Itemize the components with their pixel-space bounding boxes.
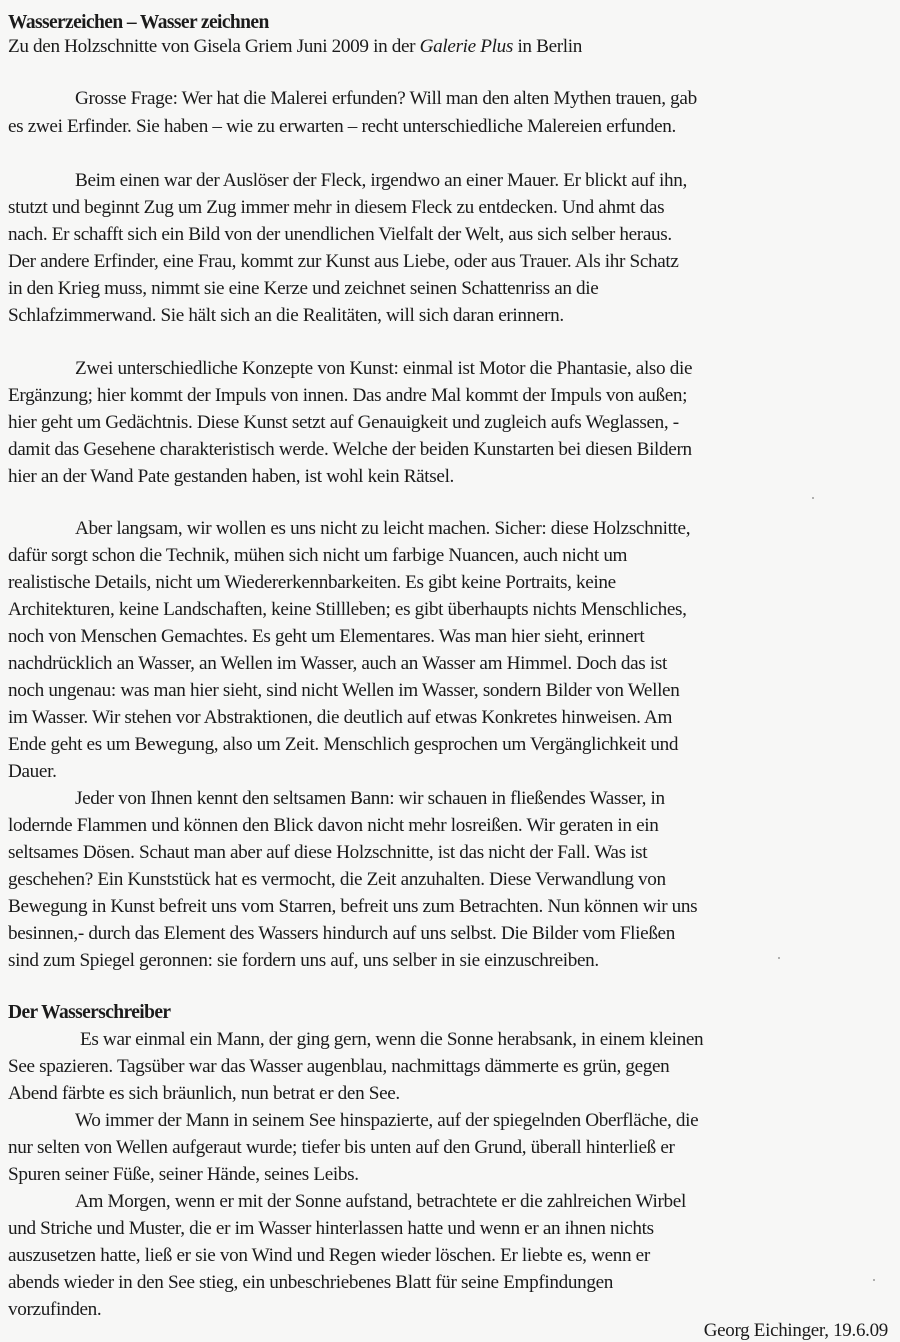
paragraph-line: hier an der Wand Pate gestanden haben, ist wohl kein Rätsel. [8, 466, 455, 487]
paragraph-line: Abend färbte es sich bräunlich, nun betrat er den See. [8, 1083, 400, 1104]
paragraph-line: Der andere Erfinder, eine Frau, kommt zur Kunst aus Liebe, oder aus Trauer. Als ihr Schatz [8, 251, 679, 272]
paragraph-line: stutzt und beginnt Zug um Zug immer mehr in diesem Fleck zu entdecken. Und ahmt das [8, 197, 665, 218]
paragraph-line: abends wieder in den See stieg, ein unbeschriebenes Blatt für seine Empfindungen [8, 1272, 614, 1293]
paragraph-line: realistische Details, nicht um Wiedererkennbarkeiten. Es gibt keine Portraits, keine [8, 572, 616, 593]
paragraph-line: Am Morgen, wenn er mit der Sonne aufstand, betrachtete er die zahlreichen Wirbel [75, 1191, 686, 1212]
paragraph-line: Aber langsam, wir wollen es uns nicht zu leicht machen. Sicher: diese Holzschnitte, [75, 518, 691, 539]
paragraph-line: Grosse Frage: Wer hat die Malerei erfunden? Will man den alten Mythen trauen, gab [75, 88, 697, 109]
paragraph-line: Schlafzimmerwand. Sie hält sich an die Realitäten, will sich daran erinnern. [8, 305, 564, 326]
signature: Georg Eichinger, 19.6.09 [703, 1320, 888, 1341]
paragraph-line: Ende geht es um Bewegung, also um Zeit. Menschlich gesprochen um Vergänglichkeit und [8, 734, 679, 755]
paragraph-line: es zwei Erfinder. Sie haben – wie zu erwarten – recht unterschiedliche Malereien erfunden. [8, 116, 677, 137]
paragraph-line: in den Krieg muss, nimmt sie eine Kerze und zeichnet seinen Schattenriss an die [8, 278, 599, 299]
section-heading: Der Wasserschreiber [8, 1002, 171, 1023]
paragraph-line: dafür sorgt schon die Technik, mühen sich nicht um farbige Nuancen, auch nicht um [8, 545, 628, 566]
paragraph-line: Spuren seiner Füße, seiner Hände, seines Leibs. [8, 1164, 359, 1185]
paragraph-line: nach. Er schafft sich ein Bild von der unendlichen Vielfalt der Welt, aus sich selber heraus. [8, 224, 672, 245]
paragraph-line: Jeder von Ihnen kennt den seltsamen Bann: wir schauen in fließendes Wasser, in [75, 788, 665, 809]
paragraph-line: nachdrücklich an Wasser, an Wellen im Wasser, auch an Wasser am Himmel. Doch das ist [8, 653, 667, 674]
scan-speck [812, 497, 814, 499]
paragraph-line: seltsames Dösen. Schaut man aber auf diese Holzschnitte, ist das nicht der Fall. Was ist [8, 842, 648, 863]
paragraph-line: nur selten von Wellen aufgeraut wurde; tiefer bis unten auf den Grund, überall hinterließ er [8, 1137, 675, 1158]
paragraph-line: noch von Menschen Gemachtes. Es geht um Elementares. Was man hier sieht, erinnert [8, 626, 645, 647]
paragraph-line: auszusetzen hatte, ließ er sie von Wind und Regen wieder löschen. Er liebte es, wenn er [8, 1245, 650, 1266]
paragraph-line: lodernde Flammen und können den Blick davon nicht mehr losreißen. Wir geraten in ein [8, 815, 659, 836]
paragraph-line: Es war einmal ein Mann, der ging gern, wenn die Sonne herabsank, in einem kleinen [80, 1029, 704, 1050]
subtitle-text-end: in Berlin [513, 36, 582, 57]
paragraph-line: und Striche und Muster, die er im Wasser hinterlassen hatte und wenn er an ihnen nichts [8, 1218, 654, 1239]
paragraph-line: See spazieren. Tagsüber war das Wasser augenblau, nachmittags dämmerte es grün, gegen [8, 1056, 670, 1077]
paragraph-line: geschehen? Ein Kunststück hat es vermocht, die Zeit anzuhalten. Diese Verwandlung von [8, 869, 666, 890]
paragraph-line: sind zum Spiegel geronnen: sie fordern uns auf, uns selber in sie einzuschreiben. [8, 950, 599, 971]
paragraph-line: Wo immer der Mann in seinem See hinspazierte, auf der spiegelnden Oberfläche, die [75, 1110, 699, 1131]
paragraph-line: Ergänzung; hier kommt der Impuls von innen. Das andre Mal kommt der Impuls von außen; [8, 385, 688, 406]
paragraph-line: hier geht um Gedächtnis. Diese Kunst setzt auf Genauigkeit und zugleich aufs Weglassen, - [8, 412, 679, 433]
gallery-name: Galerie Plus [419, 36, 513, 57]
subtitle-text: Zu den Holzschnitte von Gisela Griem Juni 2009 in der [8, 36, 420, 57]
paragraph-line: Architekturen, keine Landschaften, keine Stillleben; es gibt überhaupts nichts Menschliches, [8, 599, 687, 620]
paragraph-line: besinnen,- durch das Element des Wassers hindurch auf uns selbst. Die Bilder vom Fließen [8, 923, 675, 944]
paragraph-line: im Wasser. Wir stehen vor Abstraktionen, die deutlich auf etwas Konkretes hinweisen. Am [8, 707, 673, 728]
paragraph-line: Dauer. [8, 761, 57, 782]
paragraph-line: damit das Gesehene charakteristisch werde. Welche der beiden Kunstarten bei diesen Bildern [8, 439, 692, 460]
scan-speck [873, 1279, 875, 1281]
paragraph-line: Bewegung in Kunst befreit uns vom Starren, befreit uns zum Betrachten. Nun können wir uns [8, 896, 698, 917]
scan-speck [778, 957, 780, 959]
document-title: Wasserzeichen – Wasser zeichnen [8, 12, 269, 33]
document-subtitle [8, 36, 582, 58]
paragraph-line: Beim einen war der Auslöser der Fleck, irgendwo an einer Mauer. Er blickt auf ihn, [75, 170, 687, 191]
paragraph-line: Zwei unterschiedliche Konzepte von Kunst: einmal ist Motor die Phantasie, also die [75, 358, 693, 379]
paragraph-line: noch ungenau: was man hier sieht, sind nicht Wellen im Wasser, sondern Bilder von Wellen [8, 680, 680, 701]
paragraph-line: vorzufinden. [8, 1299, 102, 1320]
